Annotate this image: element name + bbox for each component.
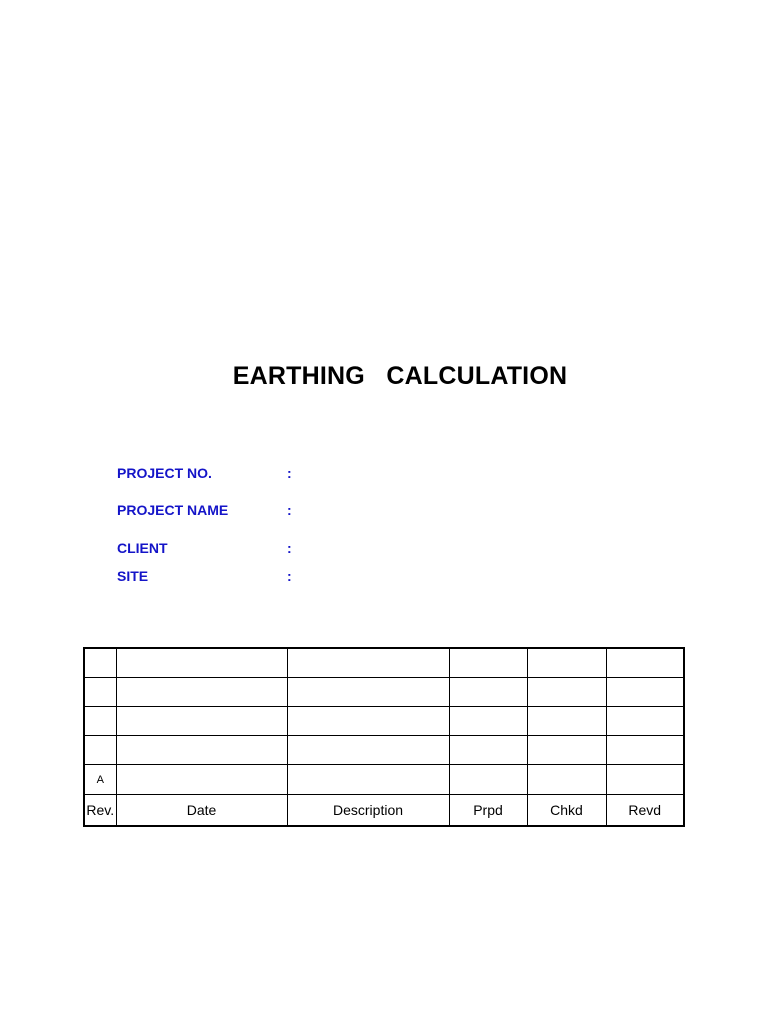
prpd-cell (449, 765, 527, 795)
chkd-cell (527, 678, 606, 707)
date-cell (116, 707, 287, 736)
document-title: EARTHING CALCULATION (232, 362, 568, 390)
table-row (84, 736, 684, 765)
table-row (84, 648, 684, 678)
rev-cell: A (84, 765, 116, 795)
date-cell (116, 648, 287, 678)
description-cell (287, 648, 449, 678)
project-name-separator: : (287, 502, 292, 518)
chkd-column-header: Chkd (527, 795, 606, 827)
chkd-cell (527, 707, 606, 736)
prpd-cell (449, 678, 527, 707)
chkd-cell (527, 736, 606, 765)
project-name-label: PROJECT NAME (117, 502, 229, 518)
description-cell (287, 765, 449, 795)
project-no-label: PROJECT NO. (117, 465, 212, 481)
site-separator: : (287, 568, 292, 584)
revd-cell (606, 648, 684, 678)
table-row (84, 765, 684, 795)
revision-table (83, 647, 685, 827)
project-no-separator: : (287, 465, 292, 481)
revd-cell (606, 736, 684, 765)
table-header-row (84, 795, 684, 827)
description-cell (287, 678, 449, 707)
date-cell (116, 736, 287, 765)
table-row (84, 678, 684, 707)
date-column-header: Date (116, 795, 287, 827)
prpd-cell (449, 707, 527, 736)
client-separator: : (287, 540, 292, 556)
prpd-cell (449, 648, 527, 678)
chkd-cell (527, 648, 606, 678)
revd-cell (606, 707, 684, 736)
site-label: SITE (117, 568, 149, 584)
rev-cell (84, 736, 116, 765)
revd-cell (606, 765, 684, 795)
date-cell (116, 765, 287, 795)
rev-cell (84, 707, 116, 736)
revd-column-header: Revd (606, 795, 684, 827)
description-column-header: Description (287, 795, 449, 827)
revd-cell (606, 678, 684, 707)
rev-cell (84, 678, 116, 707)
table-row (84, 707, 684, 736)
date-cell (116, 678, 287, 707)
description-cell (287, 707, 449, 736)
chkd-cell (527, 765, 606, 795)
client-label: CLIENT (117, 540, 168, 556)
description-cell (287, 736, 449, 765)
prpd-column-header: Prpd (449, 795, 527, 827)
rev-column-header: Rev. (84, 795, 116, 827)
rev-cell (84, 648, 116, 678)
prpd-cell (449, 736, 527, 765)
